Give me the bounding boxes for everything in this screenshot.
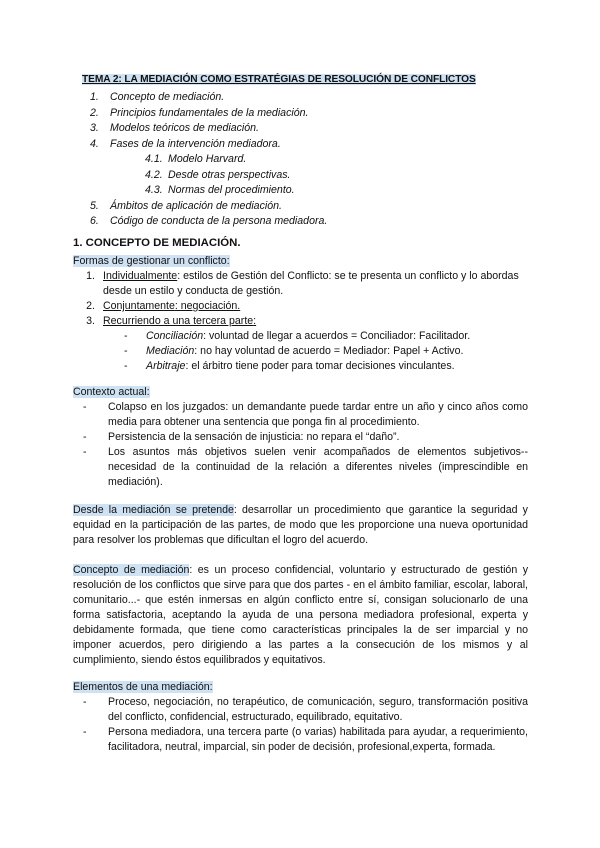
sublist-text: : no hay voluntad de acuerdo = Mediador: Papel + Activo. bbox=[194, 345, 464, 357]
toc-number: 6. bbox=[90, 215, 99, 227]
sublist-key: Mediación bbox=[146, 345, 195, 357]
dash-bullet: - bbox=[83, 696, 87, 708]
pretende-paragraph bbox=[73, 503, 528, 548]
document-title bbox=[82, 72, 518, 87]
dash-bullet: - bbox=[124, 330, 128, 342]
list-text: Persistencia de la sensación de injusticia: no repara el “daño”. bbox=[108, 431, 400, 443]
sublist-item bbox=[73, 359, 528, 374]
sublist-item bbox=[73, 344, 528, 359]
sublist-item bbox=[73, 329, 528, 344]
formas-section bbox=[73, 254, 528, 374]
list-text: Persona mediadora, una tercera parte (o varias) habilitada para ayudar, a requerimiento, facilitadora, neutral, imparcial, sin poder de decisión, profesional,experta, formada. bbox=[108, 726, 528, 753]
toc-text: Principios fundamentales de la mediación. bbox=[110, 106, 309, 119]
toc-number: 1. bbox=[90, 91, 99, 103]
pretende-text: : desarrollar un procedimiento que garantice la seguridad y equidad en la participación de las partes, de modo que les proporcione una nueva oportunidad para resolver los problemas que dificultan el logro del acuerdo. bbox=[73, 504, 528, 546]
toc-text: Fases de la intervención mediadora. bbox=[110, 137, 281, 150]
toc-number: 4.3. bbox=[145, 184, 163, 196]
table-of-contents bbox=[90, 90, 327, 230]
toc-text: Concepto de mediación. bbox=[110, 91, 225, 103]
dash-bullet: - bbox=[83, 431, 87, 443]
concepto-label: Concepto de mediación bbox=[73, 564, 190, 576]
list-text: Proceso, negociación, no terapéutico, de comunicación, seguro, transformación positiva del conflicto, confidencial, estructurado, equilibrado, equitativo. bbox=[108, 696, 528, 723]
toc-subitem bbox=[90, 168, 327, 184]
toc-item bbox=[90, 214, 327, 230]
list-number: 2. bbox=[86, 300, 95, 312]
toc-item bbox=[90, 199, 327, 215]
toc-number: 4.1. bbox=[145, 153, 163, 165]
list-text: : bbox=[253, 315, 257, 327]
list-key: Individualmente bbox=[103, 270, 178, 282]
list-item bbox=[73, 445, 528, 490]
list-key: Recurriendo a una tercera parte bbox=[103, 315, 254, 327]
toc-number: 3. bbox=[90, 122, 99, 134]
list-item bbox=[73, 430, 528, 445]
pretende-label: Desde la mediación se pretende bbox=[73, 504, 234, 516]
dash-bullet: - bbox=[83, 726, 87, 738]
toc-item bbox=[90, 137, 327, 153]
section-heading: 1. CONCEPTO DE MEDIACIÓN. bbox=[73, 237, 241, 249]
toc-subitem bbox=[90, 183, 327, 199]
sublist-key: Arbitraje bbox=[146, 360, 186, 372]
dash-bullet: - bbox=[124, 360, 128, 372]
list-item bbox=[73, 400, 528, 430]
list-text: : negociación. bbox=[174, 300, 241, 312]
dash-bullet: - bbox=[124, 345, 128, 357]
toc-number: 2. bbox=[90, 106, 99, 119]
contexto-label: Contexto actual: bbox=[73, 386, 150, 398]
formas-sublist bbox=[73, 329, 528, 374]
document-title-text: TEMA 2: LA MEDIACIÓN COMO ESTRATÉGIAS DE RESOLUCIÓN DE CONFLICTOS bbox=[82, 74, 476, 85]
toc-subitem bbox=[90, 152, 327, 168]
sublist-text: : el árbitro tiene poder para tomar decisiones vinculantes. bbox=[185, 360, 455, 372]
list-item bbox=[73, 314, 528, 329]
toc-number: 5. bbox=[90, 199, 99, 212]
toc-number: 4.2. bbox=[145, 168, 163, 181]
toc-text: Modelos teóricos de mediación. bbox=[110, 122, 259, 134]
list-number: 1. bbox=[86, 270, 95, 282]
list-key: Conjuntamente bbox=[103, 300, 175, 312]
sublist-key: Conciliación bbox=[146, 330, 204, 342]
toc-text: Normas del procedimiento. bbox=[168, 184, 295, 196]
dash-bullet: - bbox=[83, 401, 87, 413]
formas-list bbox=[73, 269, 528, 329]
sublist-text: : voluntad de llegar a acuerdos = Conciliador: Facilitador. bbox=[203, 330, 471, 342]
list-item bbox=[73, 299, 528, 314]
list-item bbox=[73, 725, 528, 755]
toc-text: Desde otras perspectivas. bbox=[168, 168, 291, 181]
concepto-paragraph bbox=[73, 563, 528, 668]
elementos-list bbox=[73, 695, 528, 755]
contexto-section bbox=[73, 385, 528, 490]
formas-label: Formas de gestionar un conflicto: bbox=[73, 255, 230, 267]
concepto-text: : es un proceso confidencial, voluntario y estructurado de gestión y resolución de los conflictos que sirve para que dos partes - en el ámbito familiar, escolar, laboral, comunitario...- que estén inmersas en algún conflicto entre sí, consigan solucionarlo de una forma satisfactoria, aceptando la ayuda de una persona mediadora profesional, experta y debidamente formada, que tiene como características principales la de ser imparcial y no imponer acuerdos, pero dirigiendo a las partes a la consecución de los mismos y al cumplimiento, siendo éstos equilibrados y equitativos. bbox=[73, 564, 528, 666]
contexto-list bbox=[73, 400, 528, 490]
toc-item bbox=[90, 121, 327, 137]
dash-bullet: - bbox=[83, 446, 87, 458]
toc-item bbox=[90, 106, 327, 122]
list-text: Los asuntos más objetivos suelen venir acompañados de elementos subjetivos--necesidad de la continuidad de la relación a diferentes niveles (imprescindible en mediación). bbox=[108, 446, 528, 488]
list-number: 3. bbox=[86, 315, 95, 327]
toc-text: Modelo Harvard. bbox=[168, 153, 247, 165]
elementos-section bbox=[73, 680, 528, 755]
toc-text: Código de conducta de la persona mediadora. bbox=[110, 215, 328, 227]
toc-number: 4. bbox=[90, 137, 99, 150]
list-item bbox=[73, 695, 528, 725]
elementos-label: Elementos de una mediación: bbox=[73, 681, 213, 693]
toc-text: Ámbitos de aplicación de mediación. bbox=[110, 199, 282, 212]
toc-item bbox=[90, 90, 327, 106]
list-item bbox=[73, 269, 528, 299]
list-text: : estilos de Gestión del Conflicto: se te presenta un conflicto y lo abordas desde un estilo y conducta de gestión. bbox=[103, 270, 519, 297]
list-text: Colapso en los juzgados: un demandante puede tardar entre un año y cinco años como media para obtener una sentencia que ponga fin al procedimiento. bbox=[108, 401, 528, 428]
